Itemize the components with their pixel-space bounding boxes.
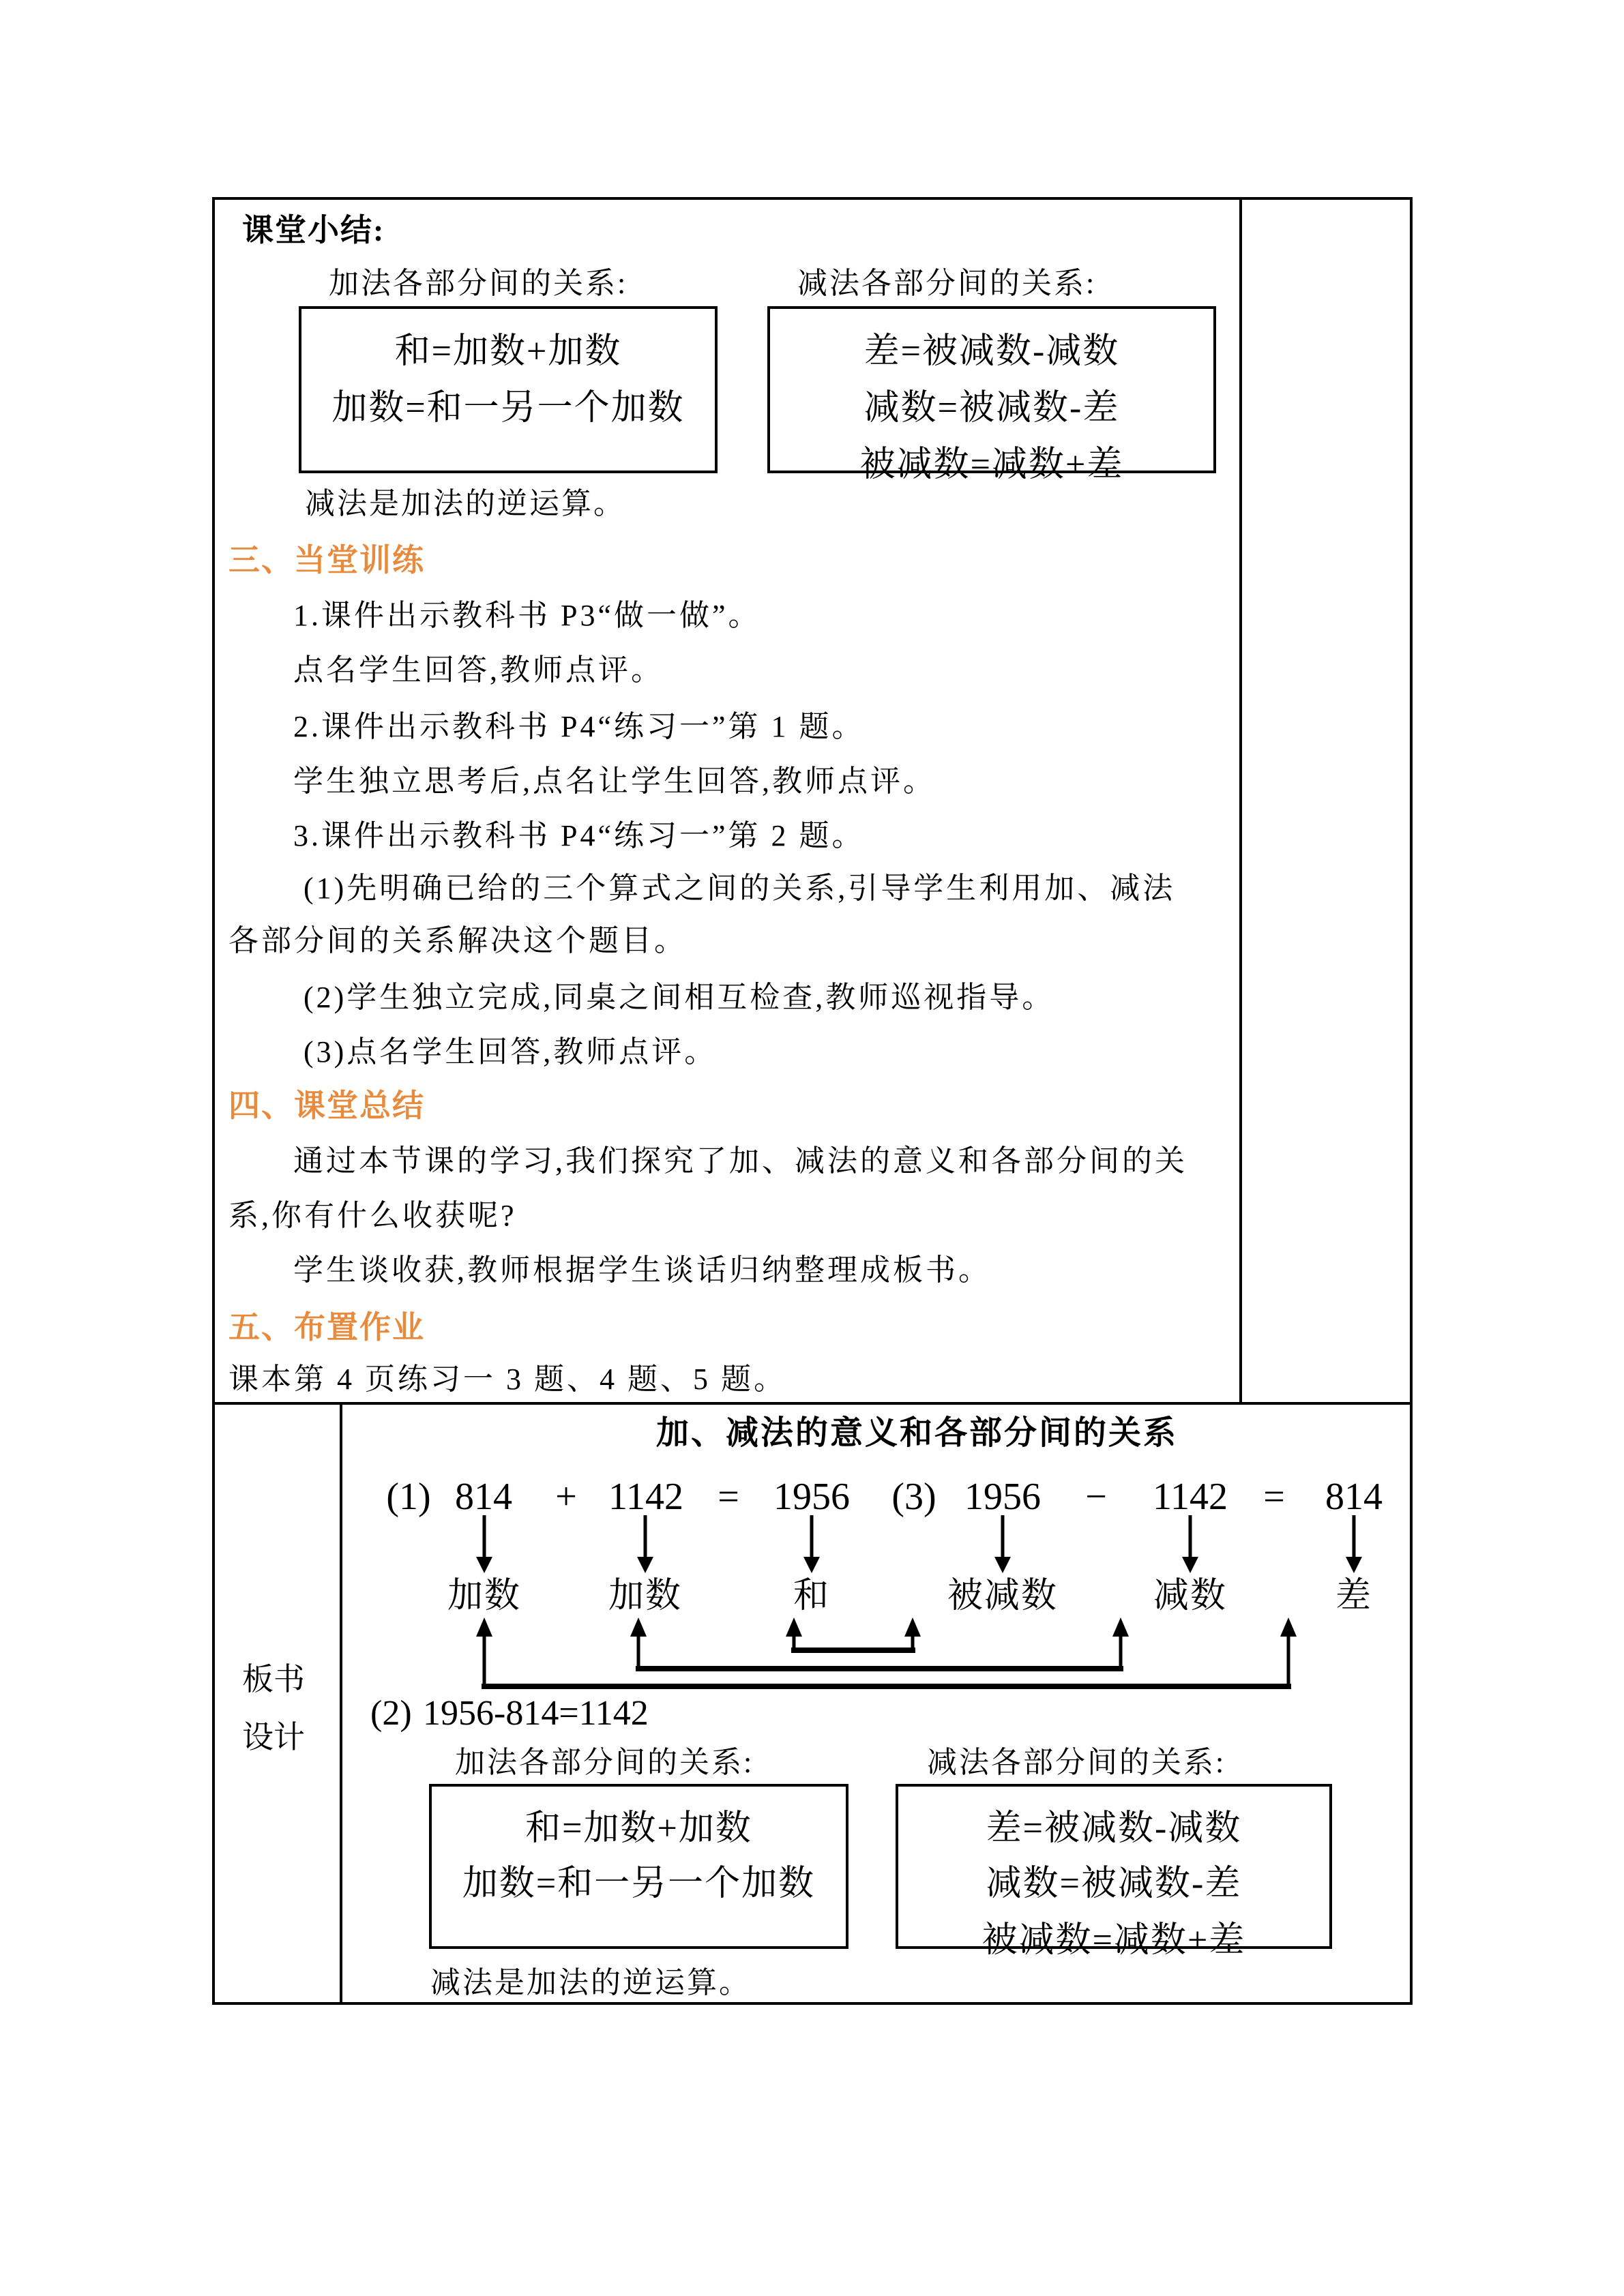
board-subtraction-relation-title: 减法各部分间的关系:: [927, 1746, 1226, 1779]
lesson-line: 1.课件出示教科书 P3“做一做”。: [293, 599, 761, 632]
lesson-line: 各部分间的关系解决这个题目。: [228, 924, 687, 957]
addition-rule: 加数=和一另一个加数: [462, 1864, 816, 1903]
inverse-operation-note: 减法是加法的逆运算。: [305, 487, 625, 520]
board-addition-relation-title: 加法各部分间的关系:: [455, 1746, 754, 1779]
equation-token: +: [555, 1476, 577, 1518]
board-title: 加、减法的意义和各部分间的关系: [656, 1415, 1179, 1451]
section-training-heading: 三、当堂训练: [228, 542, 425, 578]
lesson-line: 学生谈收获,教师根据学生谈话归纳整理成板书。: [293, 1253, 991, 1287]
addition-rule: 和=加数+加数: [525, 1809, 752, 1848]
board-design-label-line2: 设计: [242, 1720, 305, 1755]
up-arrow-icon: [476, 1617, 1297, 1637]
lesson-line: 学生独立思考后,点名让学生回答,教师点评。: [293, 764, 936, 798]
subtraction-rule: 差=被减数-减数: [986, 1809, 1242, 1848]
equation-token: 1956: [964, 1476, 1041, 1518]
equation-token: 814: [455, 1476, 512, 1518]
addition-rules-box: [299, 306, 718, 473]
lesson-line: 3.课件出示教科书 P4“练习一”第 2 题。: [293, 819, 865, 852]
class-summary-heading: 课堂小结:: [242, 213, 385, 248]
subtraction-rule: 减数=被减数-差: [986, 1864, 1242, 1903]
lesson-line: (2)学生独立完成,同桌之间相互检查,教师巡视指导。: [304, 981, 1055, 1014]
role-label: 差: [1335, 1577, 1373, 1615]
role-label: 加数: [447, 1577, 522, 1615]
equation-token: −: [1085, 1476, 1107, 1518]
board-design-label-line1: 板书: [242, 1662, 305, 1697]
equation-token: 1142: [1153, 1476, 1228, 1518]
role-label: 被减数: [947, 1577, 1059, 1615]
lesson-line: (1)先明确已给的三个算式之间的关系,引导学生利用加、减法: [304, 871, 1176, 905]
role-label: 减数: [1153, 1577, 1228, 1615]
equation2-label: (2): [370, 1694, 412, 1733]
role-label: 加数: [608, 1577, 683, 1615]
bracket-line: [482, 1650, 1291, 1686]
addition-rule: 加数=和一另一个加数: [331, 389, 685, 428]
equation-token: =: [718, 1476, 739, 1518]
subtraction-rule: 减数=被减数-差: [863, 389, 1120, 428]
addition-relation-title: 加法各部分间的关系:: [329, 267, 628, 300]
table-column-divider-top: [1239, 197, 1242, 1405]
equation-token: =: [1263, 1476, 1285, 1518]
bracket-stem: [484, 1634, 1288, 1686]
lesson-line: 通过本节课的学习,我们探究了加、减法的意义和各部分间的关: [293, 1144, 1187, 1178]
equation-token: 1956: [773, 1476, 850, 1518]
board-addition-rules-box: [429, 1784, 848, 1949]
equation2-text: 1956-814=1142: [423, 1694, 649, 1733]
subtraction-rule: 被减数=减数+差: [859, 445, 1124, 484]
lesson-line: 2.课件出示教科书 P4“练习一”第 1 题。: [293, 710, 865, 743]
board-inverse-operation-note: 减法是加法的逆运算。: [430, 1966, 751, 1999]
down-arrow-icon: [476, 1515, 1362, 1573]
lesson-line: 课本第 4 页练习一 3 题、4 题、5 题。: [228, 1362, 786, 1396]
lesson-line: 系,你有什么收获呢?: [228, 1199, 517, 1232]
equation-token: 1142: [608, 1476, 683, 1518]
subtraction-rule: 被减数=减数+差: [981, 1921, 1246, 1960]
lesson-line: 点名学生回答,教师点评。: [293, 653, 664, 687]
section-summary-heading: 四、课堂总结: [228, 1088, 425, 1123]
section-homework-heading: 五、布置作业: [228, 1309, 425, 1345]
addition-rule: 和=加数+加数: [394, 332, 622, 371]
relationship-arrows-diagram: [340, 1466, 1413, 1725]
equation-token: (1): [386, 1476, 431, 1518]
board-subtraction-rules-box: [896, 1784, 1332, 1960]
subtraction-rule: 差=被减数-减数: [863, 332, 1120, 371]
role-label: 和: [793, 1577, 831, 1615]
subtraction-relation-title: 减法各部分间的关系:: [797, 267, 1097, 300]
lesson-line: (3)点名学生回答,教师点评。: [304, 1035, 718, 1069]
table-row-divider: [212, 1402, 1413, 1405]
equation-token: 814: [1325, 1476, 1383, 1518]
subtraction-rules-box: [767, 306, 1216, 484]
equation-token: (3): [891, 1476, 936, 1518]
